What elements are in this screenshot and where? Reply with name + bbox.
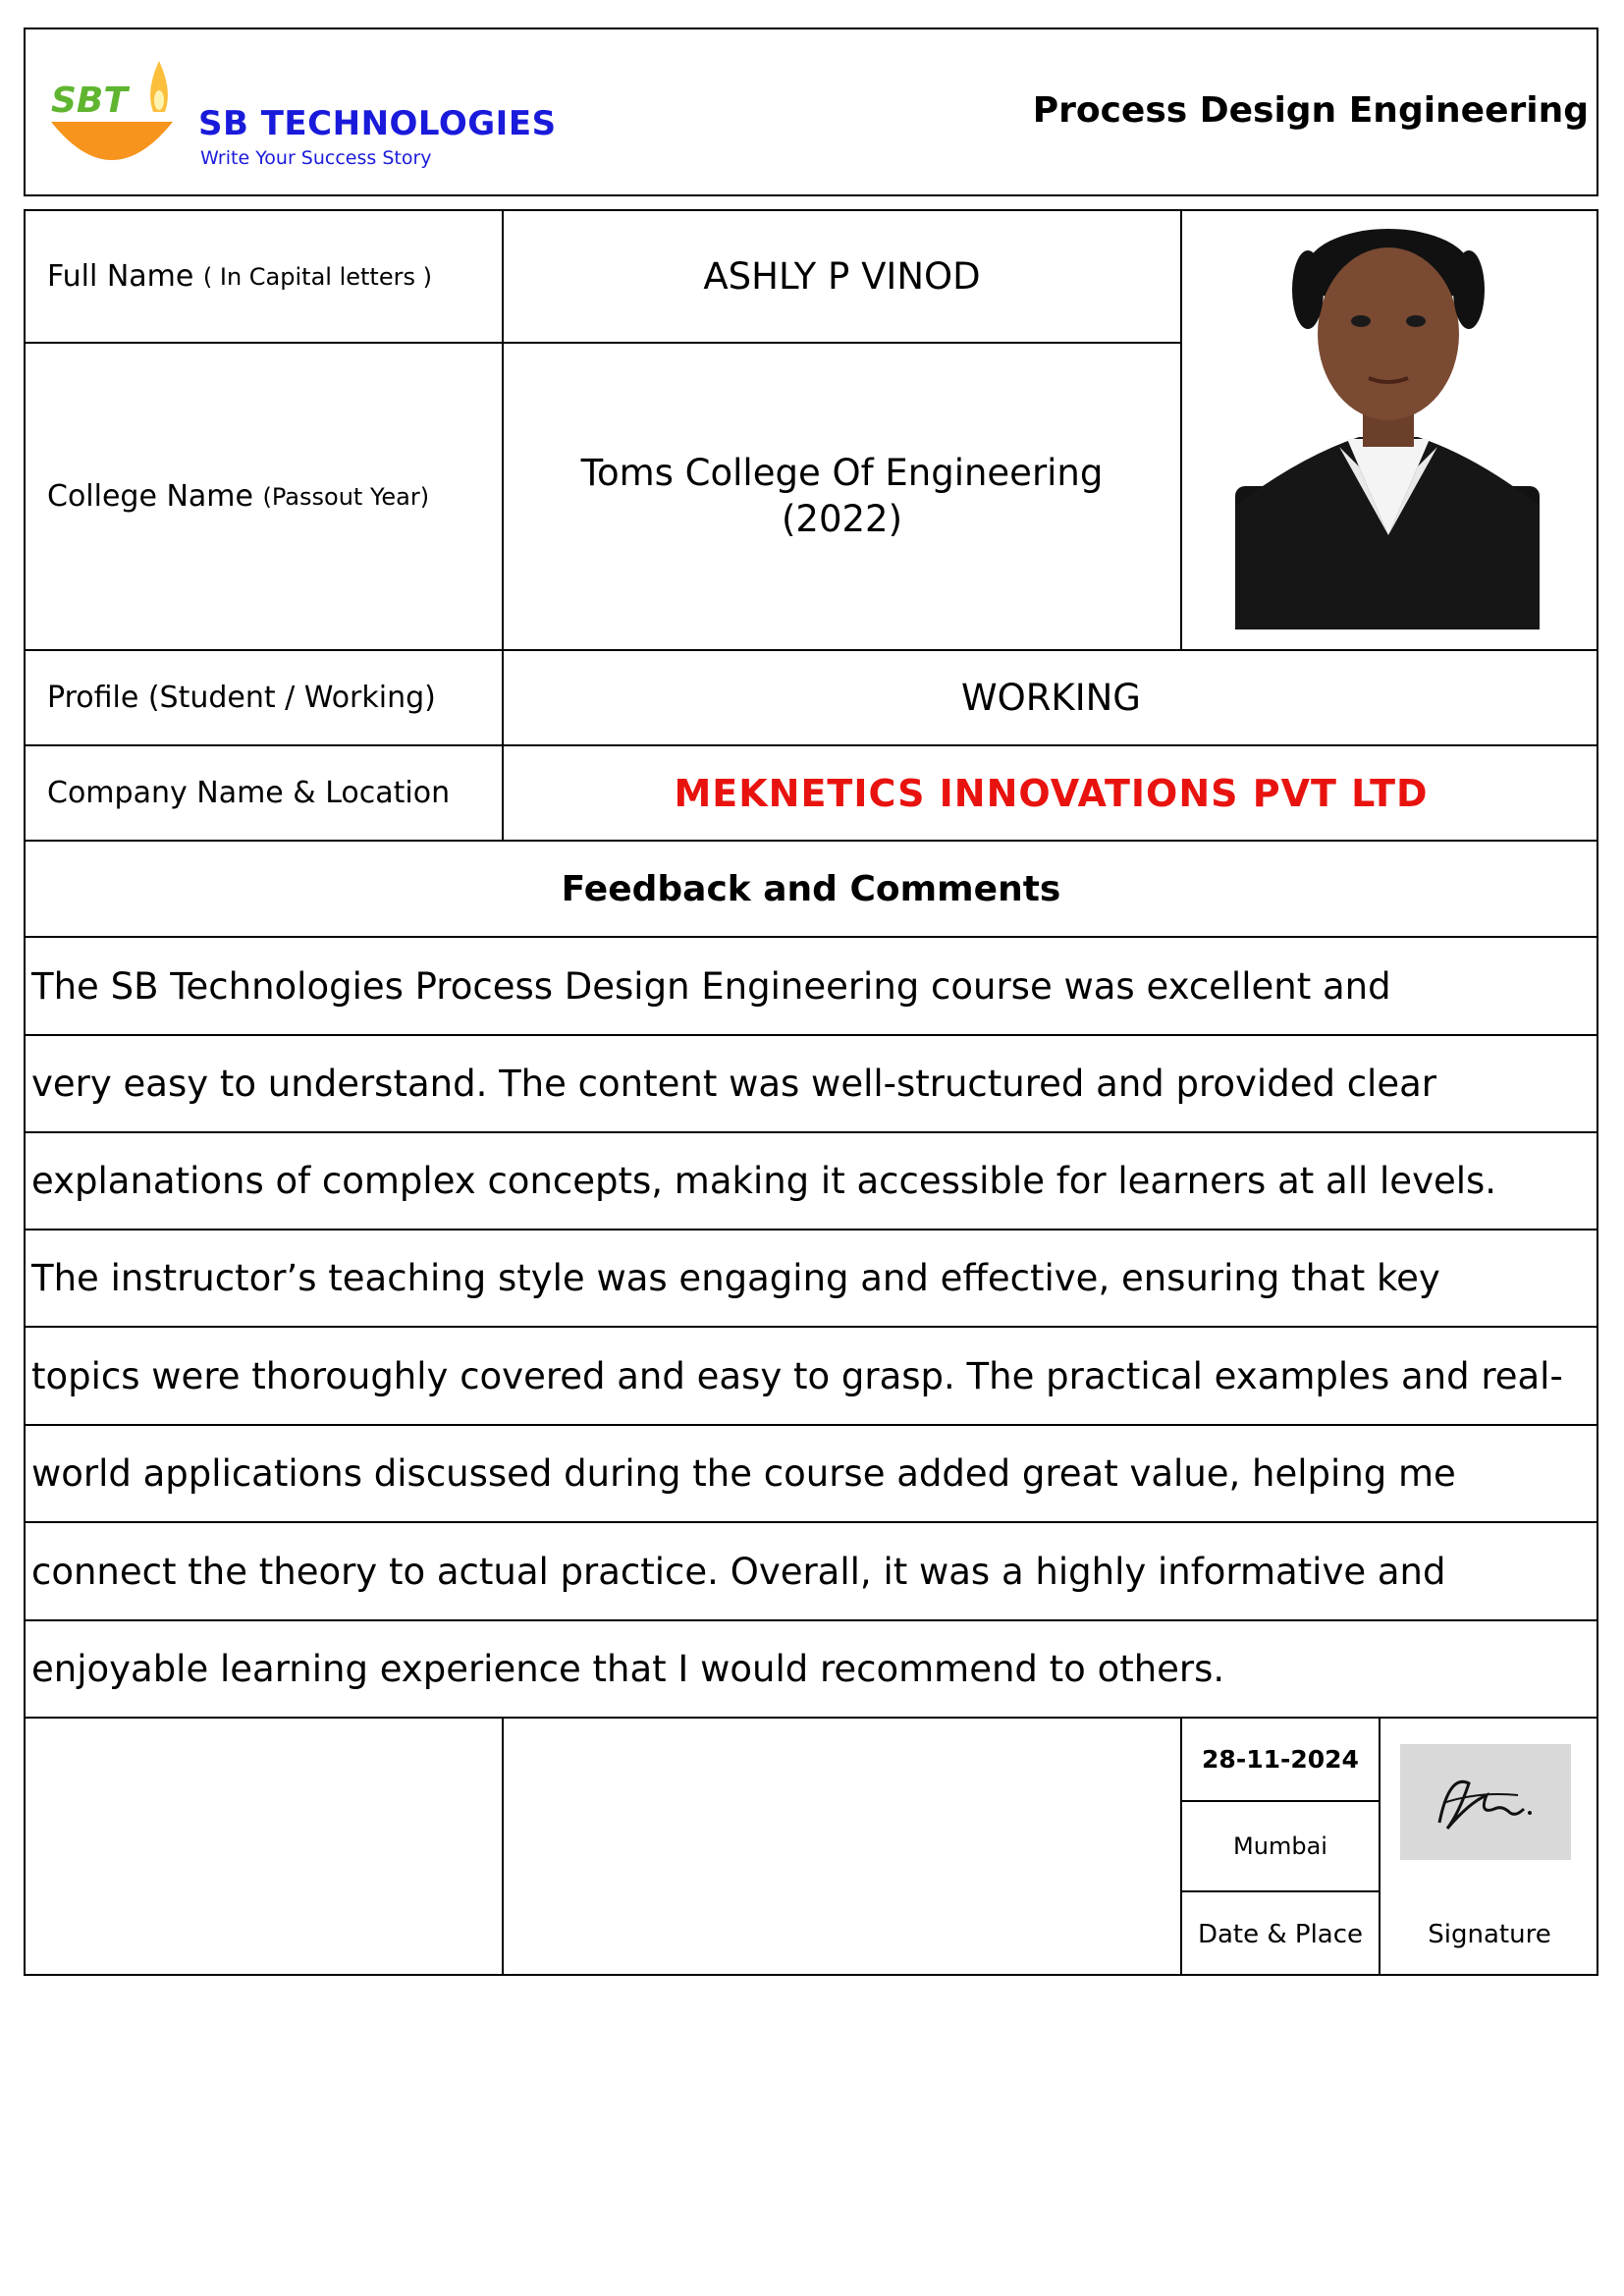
logo-tagline: Write Your Success Story [200, 147, 432, 169]
date-place-label: Date & Place [1197, 1919, 1364, 1949]
logo-company-name: SB TECHNOLOGIES [198, 104, 557, 143]
full-name-label: Full Name ( In Capital letters ) [47, 259, 432, 294]
feedback-line: topics were thoroughly covered and easy to grasp. The practical examples and real- [31, 1354, 1563, 1397]
company-logo [43, 51, 593, 169]
feedback-line: enjoyable learning experience that I would recommend to others. [31, 1648, 1225, 1690]
course-title: Process Design Engineering [1032, 90, 1589, 131]
feedback-line: very easy to understand. The content was well-structured and provided clear [31, 1063, 1436, 1105]
full-name-value: ASHLY P VINOD [703, 255, 981, 298]
profile-label: Profile (Student / Working) [47, 681, 436, 715]
header-box [24, 27, 1598, 196]
college-value [504, 344, 1180, 649]
profile-photo [1182, 211, 1597, 649]
feedback-form [24, 27, 1598, 1976]
feedback-line: explanations of complex concepts, making it accessible for learners at all levels. [31, 1160, 1497, 1202]
college-year: (2022) [781, 497, 903, 540]
logo-badge: SBT [51, 81, 128, 121]
college-label: College Name (Passout Year) [47, 479, 430, 514]
feedback-line: connect the theory to actual practice. Overall, it was a highly informative and [31, 1550, 1446, 1593]
feedback-line: The instructor’s teaching style was engaging and effective, ensuring that key [31, 1257, 1440, 1299]
feedback-line: The SB Technologies Process Design Engineering course was excellent and [31, 964, 1391, 1008]
signature-image [1400, 1744, 1571, 1860]
feedback-heading: Feedback and Comments [561, 868, 1061, 909]
signature-label: Signature [1428, 1919, 1551, 1949]
footer-date: 28-11-2024 [1202, 1745, 1359, 1774]
college-name: Toms College Of Engineering [580, 452, 1104, 495]
company-value: MEKNETICS INNOVATIONS PVT LTD [674, 771, 1429, 815]
feedback-line: world applications discussed during the course added great value, helping me [31, 1452, 1456, 1495]
company-label: Company Name & Location [47, 776, 451, 810]
footer-place: Mumbai [1233, 1832, 1327, 1860]
profile-value: WORKING [961, 677, 1141, 719]
